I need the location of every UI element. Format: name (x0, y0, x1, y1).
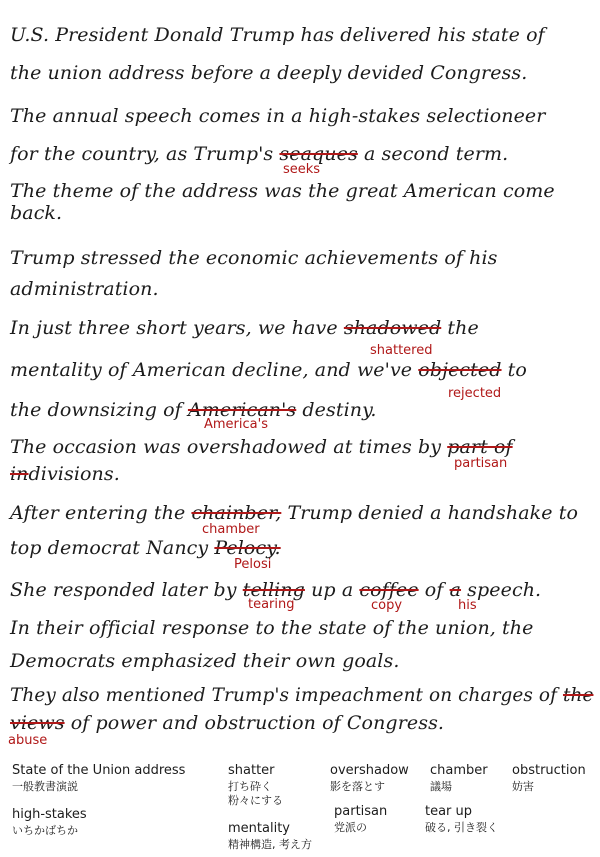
vocab-meaning: 粉々にする (228, 794, 283, 807)
essay-line (10, 682, 593, 708)
correction-americas: America's (204, 417, 268, 432)
correction-chamber: chamber (202, 522, 260, 537)
struck-word: coffee (359, 579, 419, 601)
essay-text: The occasion was overshadowed at times by (10, 436, 442, 458)
correction-his: his (458, 598, 477, 613)
vocab-term: mentality (228, 821, 290, 836)
correction-tearing: tearing (248, 597, 295, 612)
essay-text: destiny. (302, 399, 377, 421)
vocab-meaning: 党派の (334, 821, 367, 834)
vocab-meaning: 打ち砕く (228, 780, 272, 793)
essay-text: administration. (10, 278, 159, 300)
essay-line (10, 434, 513, 460)
essay-text: Democrats emphasized their own goals. (10, 650, 400, 672)
essay-line (10, 615, 533, 641)
essay-line (10, 648, 399, 674)
vocab-entry (334, 803, 387, 835)
vocab-entry (12, 806, 87, 838)
correction-seeks: seeks (283, 162, 321, 177)
vocab-entry (228, 762, 283, 808)
struck-word: views (10, 712, 65, 734)
struck-word: a (449, 579, 462, 601)
essay-text: The annual speech comes in a high-stakes selectioneer (10, 105, 546, 127)
essay-text: They also mentioned Trump's impeachment on charges of (10, 684, 558, 706)
essay-line (10, 315, 479, 341)
vocab-term: overshadow (330, 763, 409, 778)
vocab-meaning: 一般教書演説 (12, 780, 78, 793)
correction-pelosi: Pelosi (234, 557, 272, 572)
essay-text: a second term. (363, 143, 509, 165)
correction-shattered: shattered (370, 343, 433, 358)
struck-word: in (10, 463, 29, 485)
vocab-term: chamber (430, 763, 488, 778)
essay-text: the (447, 317, 479, 339)
struck-word: the (562, 684, 594, 706)
essay-text: to (507, 359, 527, 381)
struck-word: part of (447, 436, 513, 458)
essay-line (10, 103, 545, 129)
vocab-term: shatter (228, 763, 275, 778)
vocab-entry (512, 762, 586, 794)
struck-word: chainber, (191, 502, 282, 524)
vocab-meaning: 妨害 (512, 780, 534, 793)
essay-text: of (424, 579, 444, 601)
essay-line (10, 461, 120, 487)
essay-text: She responded later by (10, 579, 237, 601)
essay-line (10, 22, 545, 48)
vocab-entry (228, 820, 312, 852)
essay-text: The theme of the address was the great American come (10, 180, 555, 202)
essay-text: the union address before a deeply devided Congress. (10, 62, 528, 84)
vocab-entry (430, 762, 488, 794)
essay-line (10, 397, 377, 423)
essay-text: mentality of American decline, and we've (10, 359, 413, 381)
essay-line (10, 60, 527, 86)
vocab-meaning: いちかばちか (12, 824, 78, 837)
vocab-entry (330, 762, 409, 794)
essay-text: Trump stressed the economic achievements of his (10, 247, 498, 269)
vocab-meaning: 影を落とす (330, 780, 385, 793)
essay-line (10, 276, 159, 302)
essay-text: divisions. (28, 463, 120, 485)
vocab-entry (425, 803, 498, 835)
vocab-meaning: 破る, 引き裂く (425, 821, 498, 834)
essay-text: After entering the (10, 502, 186, 524)
essay-text: In their official response to the state of the union, the (10, 617, 534, 639)
essay-text: up a (311, 579, 354, 601)
essay-line (10, 710, 444, 736)
essay-line (10, 178, 555, 204)
vocab-term: obstruction (512, 763, 586, 778)
vocab-term: partisan (334, 804, 388, 819)
essay-text: back. (10, 202, 63, 224)
essay-line (10, 200, 62, 226)
struck-word: American's (187, 399, 297, 421)
struck-word: telling (242, 579, 305, 601)
essay-text: speech. (467, 579, 542, 601)
essay-line (10, 500, 578, 526)
vocab-meaning: 議場 (430, 780, 452, 793)
struck-word: Pelocy. (214, 537, 281, 559)
essay-line (10, 357, 527, 383)
essay-text: Trump denied a handshake to (287, 502, 579, 524)
essay-line (10, 141, 508, 167)
essay-line (10, 245, 498, 271)
vocab-term: tear up (425, 804, 473, 819)
essay-text: In just three short years, we have (10, 317, 338, 339)
vocab-meaning: 精神構造, 考え方 (228, 838, 312, 851)
essay-text: U.S. President Donald Trump has delivered his state of (10, 24, 545, 46)
essay-text: the downsizing of (10, 399, 182, 421)
struck-word: objected (418, 359, 502, 381)
vocab-entry (12, 762, 185, 794)
correction-copy: copy (371, 598, 403, 613)
vocab-term: State of the Union address (12, 763, 186, 778)
struck-word: seaques (279, 143, 358, 165)
vocab-term: high-stakes (12, 807, 87, 822)
correction-abuse: abuse (8, 733, 48, 748)
essay-text: top democrat Nancy (10, 537, 209, 559)
correction-partisan: partisan (454, 456, 508, 471)
essay-text: of power and obstruction of Congress. (70, 712, 445, 734)
correction-rejected: rejected (448, 386, 502, 401)
struck-word: shadowed (343, 317, 442, 339)
essay-text: for the country, as Trump's (10, 143, 274, 165)
